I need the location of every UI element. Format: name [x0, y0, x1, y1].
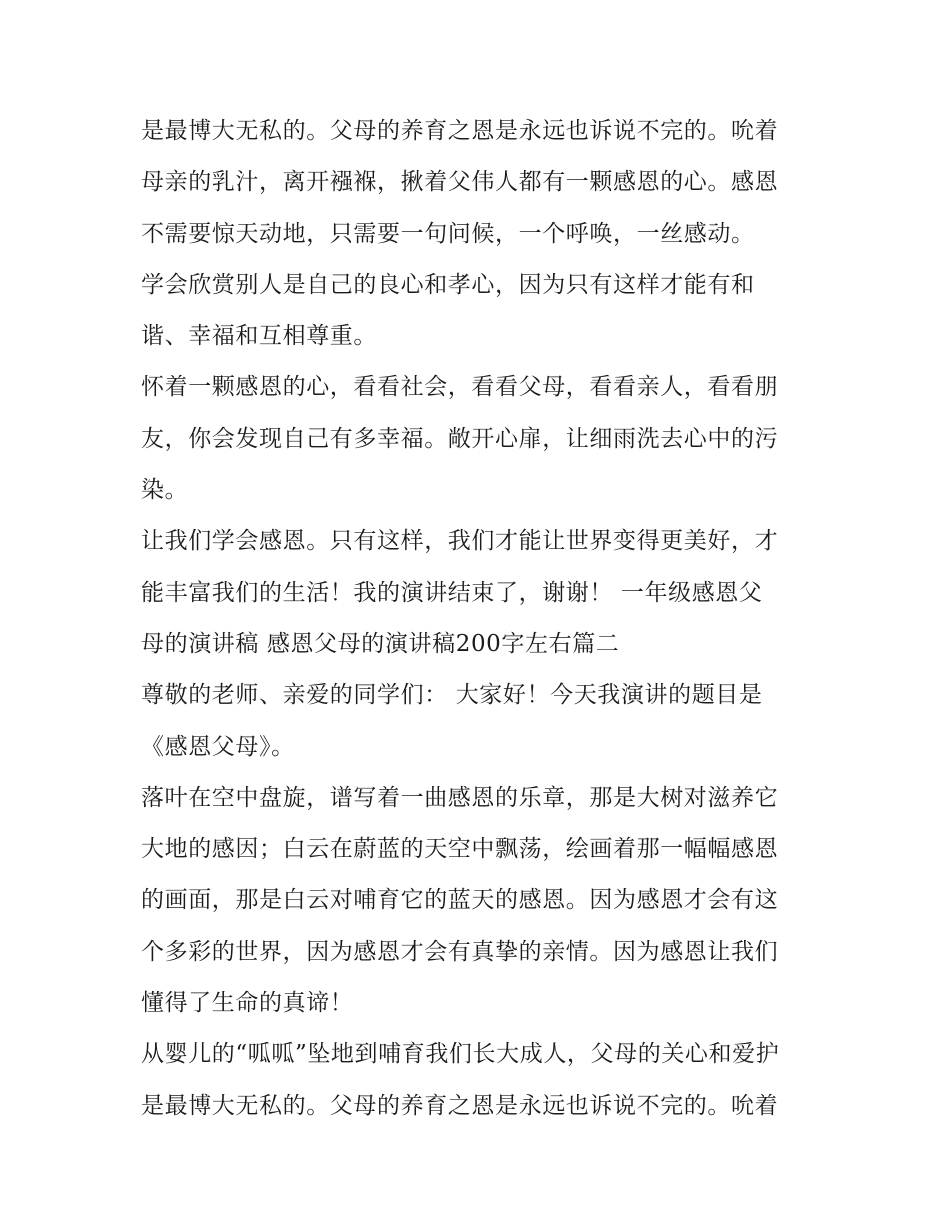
text-line-4: 学会欣赏别人是自己的良心和孝心，因为只有这样才能有和 — [141, 271, 755, 298]
text-line-17: 个多彩的世界，因为感恩才会有真挚的亲情。因为感恩让我们 — [141, 938, 779, 965]
text-line-3: 不需要惊天动地，只需要一句问候，一个呼唤，一丝感动。 — [141, 220, 755, 247]
text-line-1: 是最博大无私的。父母的养育之恩是永远也诉说不完的。吮着 — [141, 118, 779, 144]
text-line-7: 友，你会发现自己有多幸福。敞开心扉，让细雨洗去心中的污 — [141, 425, 779, 452]
text-line-15: 大地的感因；白云在蔚蓝的天空中飘荡，绘画着那一幅幅感恩 — [141, 836, 779, 863]
text-line-12: 尊敬的老师、亲爱的同学们： 大家好！今天我演讲的题目是 — [141, 682, 763, 709]
text-line-2: 母亲的乳汁，离开襁褓，揪着父伟人都有一颗感恩的心。感恩 — [141, 169, 779, 196]
text-line-8: 染。 — [141, 477, 189, 504]
text-line-5: 谐、幸福和互相尊重。 — [141, 323, 377, 350]
text-line-10: 能丰富我们的生活！我的演讲结束了，谢谢！ 一年级感恩父 — [141, 579, 763, 606]
document-body — [141, 106, 821, 1132]
text-line-13: 《感恩父母》。 — [141, 733, 295, 760]
text-line-20: 是最博大无私的。父母的养育之恩是永远也诉说不完的。吮着 — [141, 1092, 779, 1119]
text-line-16: 的画面，那是白云对哺育它的蓝天的感恩。因为感恩才会有这 — [141, 887, 779, 914]
text-line-14: 落叶在空中盘旋，谱写着一曲感恩的乐章，那是大树对滋养它 — [141, 784, 779, 811]
text-line-19: 从婴儿的“呱呱”坠地到哺育我们长大成人，父母的关心和爱护 — [141, 1041, 780, 1068]
text-line-9: 让我们学会感恩。只有这样，我们才能让世界变得更美好，才 — [141, 528, 779, 555]
text-line-18: 懂得了生命的真谛！ — [141, 990, 354, 1017]
text-line-6: 怀着一颗感恩的心，看看社会，看看父母，看看亲人，看看朋 — [141, 374, 779, 401]
text-line-11: 母的演讲稿 感恩父母的演讲稿200字左右篇二 — [141, 630, 620, 657]
